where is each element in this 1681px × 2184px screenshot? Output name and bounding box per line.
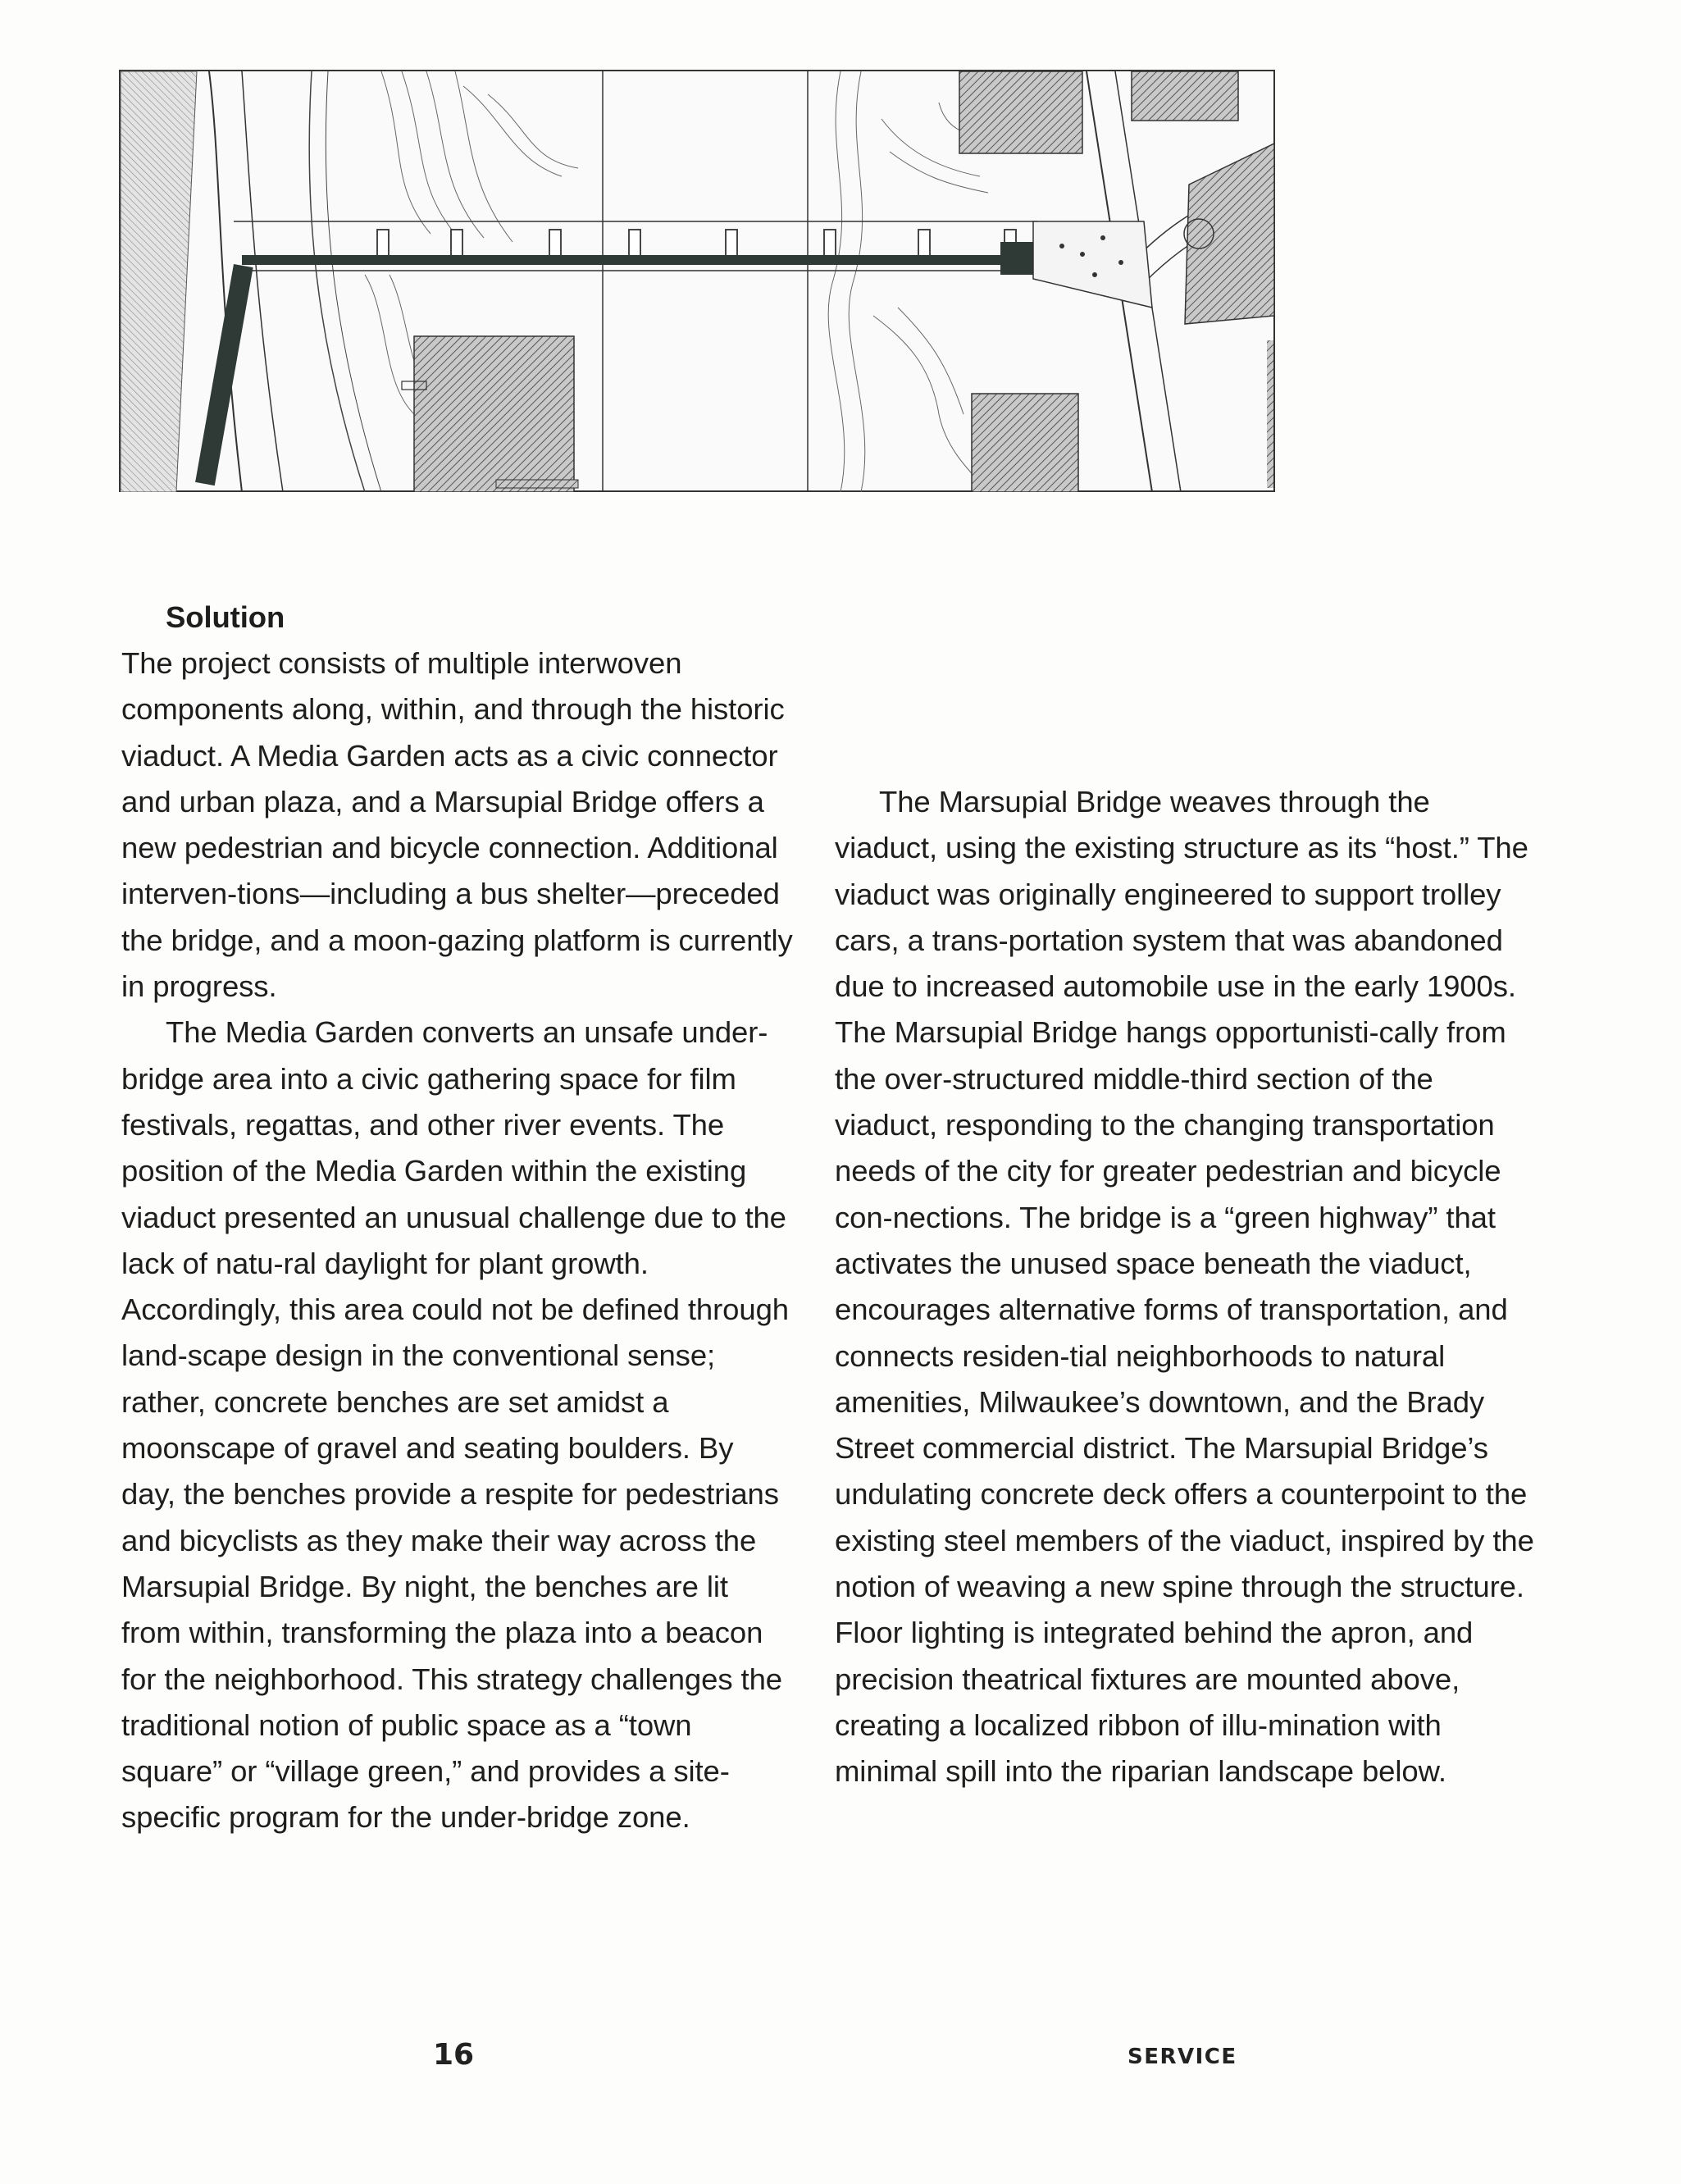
section-heading: Solution	[166, 600, 285, 634]
site-plan-figure	[119, 70, 1275, 492]
paragraph: The Media Garden converts an unsafe under-bridge area into a civic gathering space for film festivals, regattas, and other river events. The position of the Media Garden within the existing viaduct presented an unusual challenge due to the lack of natu-ral daylight for plant growth. Accordingly, this area could not be defined through land-scape design in the conventional sense; rather, concrete benches are set amidst a moonscape of gravel and seating boulders. By day, the benches provide a respite for pedestrians and bicyclists as they make their way across the Marsupial Bridge. By night, the benches are lit from within, transforming the plaza into a beacon for the neighborhood. This strategy challenges the traditional notion of public space as a “town square” or “village green,” and provides a site-specific program for the under-bridge zone.	[121, 1015, 789, 1835]
page-number: 16	[433, 2038, 475, 2072]
left-text-column	[121, 595, 794, 1841]
right-text-column	[835, 779, 1540, 1795]
paragraph: The project consists of multiple interwoven components along, within, and through the historic viaduct. A Media Garden acts as a civic connector and urban plaza, and a Marsupial Bridge offers a new pedestrian and bicycle connection. Additional interven-tions—including a bus shelter—preceded the bridge, and a moon-gazing platform is currently in progress.	[121, 646, 793, 1004]
paragraph: The Marsupial Bridge weaves through the viaduct, using the existing structure as its “host.” The viaduct was originally engineered to support trolley cars, a trans-portation system that was abandoned due to increased automobile use in the early 1900s. The Marsupial Bridge hangs opportunisti-cally from the over-structured middle-third section of the viaduct, responding to the changing transportation needs of the city for greater pedestrian and bicycle con-nections. The bridge is a “green highway” that activates the unused space beneath the viaduct, encourages alternative forms of transportation, and connects residen-tial neighborhoods to natural amenities, Milwaukee’s downtown, and the Brady Street commercial district. The Marsupial Bridge’s undulating concrete deck offers a counterpoint to the existing steel members of the viaduct, inspired by the notion of weaving a new spine through the structure. Floor lighting is integrated behind the apron, and precision theatrical fixtures are mounted above, creating a localized ribbon of illu-mination with minimal spill into the riparian landscape below.	[835, 785, 1534, 1789]
running-footer-section: SERVICE	[1128, 2045, 1237, 2069]
site-plan-drawing	[119, 70, 1275, 492]
